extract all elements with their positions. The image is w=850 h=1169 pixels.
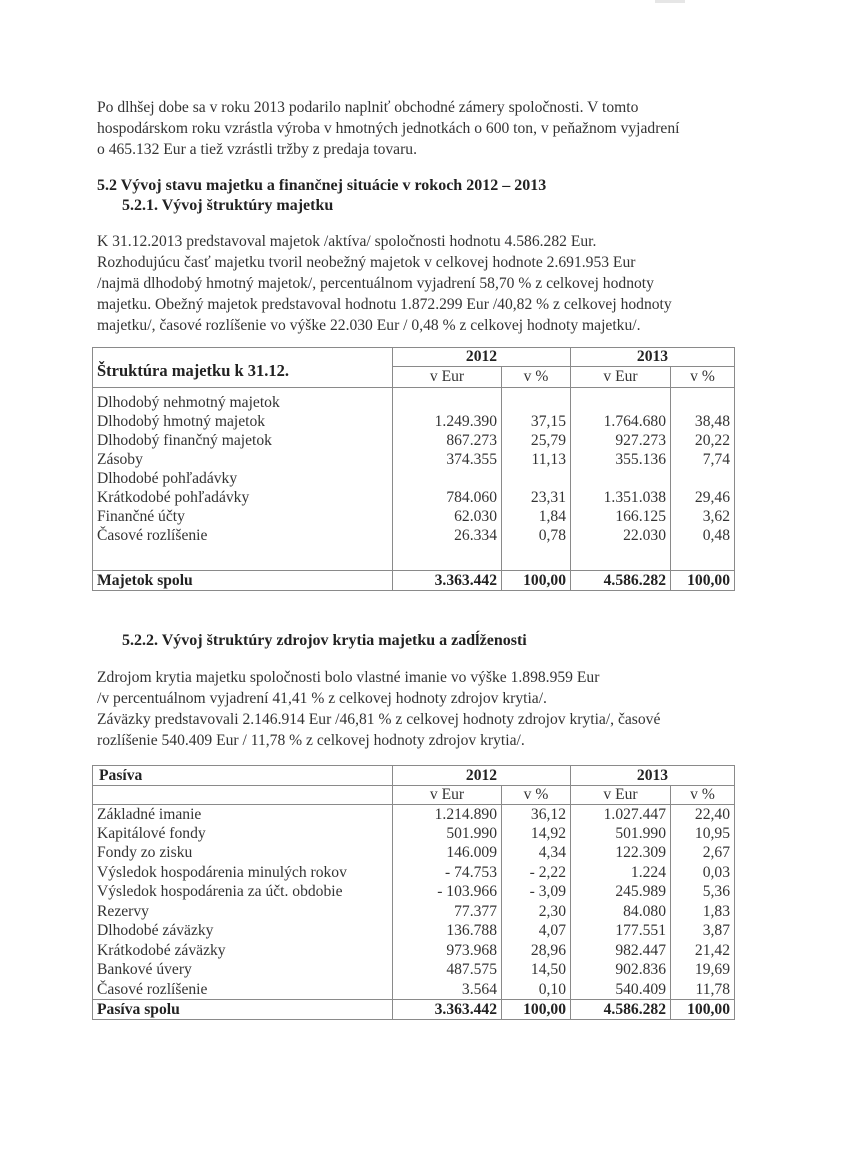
row-label: Kapitálové fondy [93,824,393,844]
total-pct-2012: 100,00 [502,571,571,591]
cell-eur-2013: 355.136 [571,451,671,470]
row-label: Finančné účty [93,508,393,527]
cell-eur-2012: 26.334 [393,527,502,546]
row-label: Krátkodobé pohľadávky [93,489,393,508]
row-label: Časové rozlíšenie [93,980,393,1000]
table-row [93,883,735,903]
cell-eur-2013: 1.027.447 [571,805,671,825]
cell-pct-2012: 36,12 [502,805,571,825]
row-label: Výsledok hospodárenia za účt. obdobie [93,883,393,903]
cell-eur-2012 [393,470,502,489]
cell-pct-2013: 21,42 [671,941,735,961]
table-row [93,805,735,825]
cell-eur-2013: 902.836 [571,961,671,981]
subsection-heading-5-2-2: 5.2.2. Vývoj štruktúry zdrojov krytia majetku a zadĺženosti [122,632,527,649]
total-pct-2012: 100,00 [502,1000,571,1020]
cell-pct-2012: - 3,09 [502,883,571,903]
paragraph-line: rozlíšenie 540.409 Eur / 11,78 % z celkovej hodnoty zdrojov krytia/. [97,732,525,749]
cell-eur-2012: 77.377 [393,902,502,922]
cell-eur-2012: 146.009 [393,844,502,864]
cell-pct-2012: - 2,22 [502,863,571,883]
empty-header-cell [93,786,393,805]
cell-pct-2012: 25,79 [502,432,571,451]
cell-eur-2012: 867.273 [393,432,502,451]
cell-eur-2013: 22.030 [571,527,671,546]
row-label: Dlhodobý hmotný majetok [93,413,393,432]
cell-pct-2013: 19,69 [671,961,735,981]
table-row [93,413,735,432]
intro-line: Po dlhšej dobe sa v roku 2013 podarilo naplniť obchodné zámery spoločnosti. V tomto [97,99,639,116]
cell-pct-2013: 3,87 [671,922,735,942]
paragraph-line: Zdrojom krytia majetku spoločnosti bolo vlastné imanie vo výške 1.898.959 Eur [97,669,600,686]
row-label: Krátkodobé záväzky [93,941,393,961]
paragraph-line: K 31.12.2013 predstavoval majetok /aktíva/ spoločnosti hodnotu 4.586.282 Eur. [97,233,597,250]
paragraph-line: Rozhodujúcu časť majetku tvoril neobežný majetok v celkovej hodnote 2.691.953 Eur [97,254,636,271]
cell-pct-2013: 11,78 [671,980,735,1000]
table-row-header: Štruktúra majetku k 31.12. [93,348,393,388]
cell-pct-2012: 4,34 [502,844,571,864]
row-label: Dlhodobý finančný majetok [93,432,393,451]
cell-eur-2012: 487.575 [393,961,502,981]
row-label: Dlhodobé záväzky [93,922,393,942]
table-row [93,980,735,1000]
cell-pct-2013: 1,83 [671,902,735,922]
cell-eur-2013 [571,394,671,413]
subsection-heading-5-2-1: 5.2.1. Vývoj štruktúry majetku [122,197,334,214]
subheader-eur-2012: v Eur [393,786,502,805]
row-label: Bankové úvery [93,961,393,981]
subheader-pct-2012: v % [502,367,571,388]
row-label: Dlhodobý nehmotný majetok [93,394,393,413]
cell-eur-2012: 1.214.890 [393,805,502,825]
table-row [93,489,735,508]
total-pct-2013: 100,00 [671,1000,735,1020]
table-total-row [93,1000,735,1020]
table-row [93,844,735,864]
cell-eur-2013: 540.409 [571,980,671,1000]
cell-pct-2013: 0,03 [671,863,735,883]
cell-eur-2012: - 103.966 [393,883,502,903]
cell-pct-2013: 2,67 [671,844,735,864]
subheader-pct-2012: v % [502,786,571,805]
table-row-header: Pasíva [93,766,393,786]
table-row [93,902,735,922]
cell-pct-2013: 3,62 [671,508,735,527]
intro-paragraph [97,97,757,160]
cell-pct-2012: 1,84 [502,508,571,527]
cell-pct-2012: 14,92 [502,824,571,844]
cell-eur-2013: 1.224 [571,863,671,883]
cell-eur-2012: 136.788 [393,922,502,942]
cell-pct-2013: 29,46 [671,489,735,508]
table-row [93,961,735,981]
cell-pct-2012: 0,10 [502,980,571,1000]
cell-pct-2013 [671,470,735,489]
cell-eur-2013: 1.764.680 [571,413,671,432]
cell-pct-2012: 2,30 [502,902,571,922]
row-label: Časové rozlíšenie [93,527,393,546]
row-label: Rezervy [93,902,393,922]
table-row [93,824,735,844]
total-label: Majetok spolu [93,571,393,591]
scan-artifact [655,0,685,3]
cell-pct-2013: 0,48 [671,527,735,546]
cell-eur-2013 [571,470,671,489]
total-eur-2012: 3.363.442 [393,571,502,591]
cell-eur-2012: 1.249.390 [393,413,502,432]
total-label: Pasíva spolu [93,1000,393,1020]
paragraph-line: Záväzky predstavovali 2.146.914 Eur /46,81 % z celkovej hodnoty zdrojov krytia/, časové [97,711,661,728]
table-row [93,941,735,961]
cell-eur-2012: 973.968 [393,941,502,961]
table-row [93,922,735,942]
cell-eur-2013: 84.080 [571,902,671,922]
cell-pct-2013: 7,74 [671,451,735,470]
intro-line: o 465.132 Eur a tiež vzrástli tržby z predaja tovaru. [97,141,417,158]
total-eur-2012: 3.363.442 [393,1000,502,1020]
subheader-eur-2012: v Eur [393,367,502,388]
table-total-row [93,571,735,591]
cell-eur-2013: 1.351.038 [571,489,671,508]
cell-pct-2013: 22,40 [671,805,735,825]
cell-eur-2013: 177.551 [571,922,671,942]
cell-pct-2012: 37,15 [502,413,571,432]
cell-eur-2012: 3.564 [393,980,502,1000]
cell-pct-2012: 14,50 [502,961,571,981]
year-header-2013: 2013 [571,766,735,786]
cell-eur-2012: - 74.753 [393,863,502,883]
cell-pct-2012: 28,96 [502,941,571,961]
cell-eur-2012: 62.030 [393,508,502,527]
liabilities-table [92,765,735,1020]
cell-pct-2013 [671,394,735,413]
table-row [93,508,735,527]
table-row [93,451,735,470]
total-pct-2013: 100,00 [671,571,735,591]
cell-eur-2012: 501.990 [393,824,502,844]
cell-pct-2012: 23,31 [502,489,571,508]
table-row [93,527,735,546]
cell-pct-2012: 11,13 [502,451,571,470]
liabilities-paragraph [97,667,757,751]
cell-eur-2013: 501.990 [571,824,671,844]
row-label: Zásoby [93,451,393,470]
asset-structure-table [92,347,735,591]
subheader-eur-2013: v Eur [571,786,671,805]
total-eur-2013: 4.586.282 [571,571,671,591]
cell-pct-2012: 0,78 [502,527,571,546]
cell-eur-2012: 784.060 [393,489,502,508]
row-label: Dlhodobé pohľadávky [93,470,393,489]
cell-eur-2012 [393,394,502,413]
year-header-2013: 2013 [571,348,735,367]
cell-eur-2013: 166.125 [571,508,671,527]
section-heading: 5.2 Vývoj stavu majetku a finančnej situácie v rokoch 2012 – 2013 [97,177,547,194]
cell-pct-2013: 10,95 [671,824,735,844]
total-eur-2013: 4.586.282 [571,1000,671,1020]
row-label: Výsledok hospodárenia minulých rokov [93,863,393,883]
table-row [93,863,735,883]
table-row [93,432,735,451]
assets-paragraph [97,231,757,336]
cell-eur-2013: 245.989 [571,883,671,903]
cell-eur-2013: 982.447 [571,941,671,961]
cell-pct-2013: 20,22 [671,432,735,451]
paragraph-line: majetku. Obežný majetok predstavoval hodnotu 1.872.299 Eur /40,82 % z celkovej hodnoty [97,296,672,313]
paragraph-line: /v percentuálnom vyjadrení 41,41 % z celkovej hodnoty zdrojov krytia/. [97,690,547,707]
subheader-eur-2013: v Eur [571,367,671,388]
cell-pct-2012: 4,07 [502,922,571,942]
cell-eur-2013: 927.273 [571,432,671,451]
cell-pct-2012 [502,470,571,489]
subheader-pct-2013: v % [671,786,735,805]
subheader-pct-2013: v % [671,367,735,388]
year-header-2012: 2012 [393,348,571,367]
cell-pct-2013: 38,48 [671,413,735,432]
row-label: Fondy zo zisku [93,844,393,864]
cell-pct-2013: 5,36 [671,883,735,903]
row-label: Základné imanie [93,805,393,825]
table-row [93,470,735,489]
paragraph-line: /najmä dlhodobý hmotný majetok/, percentuálnom vyjadrení 58,70 % z celkovej hodnoty [97,275,654,292]
paragraph-line: majetku/, časové rozlíšenie vo výške 22.030 Eur / 0,48 % z celkovej hodnoty majetku/. [97,317,641,334]
cell-eur-2013: 122.309 [571,844,671,864]
year-header-2012: 2012 [393,766,571,786]
table-row [93,394,735,413]
cell-eur-2012: 374.355 [393,451,502,470]
cell-pct-2012 [502,394,571,413]
intro-line: hospodárskom roku vzrástla výroba v hmotných jednotkách o 600 ton, v peňažnom vyjadrení [97,120,680,137]
